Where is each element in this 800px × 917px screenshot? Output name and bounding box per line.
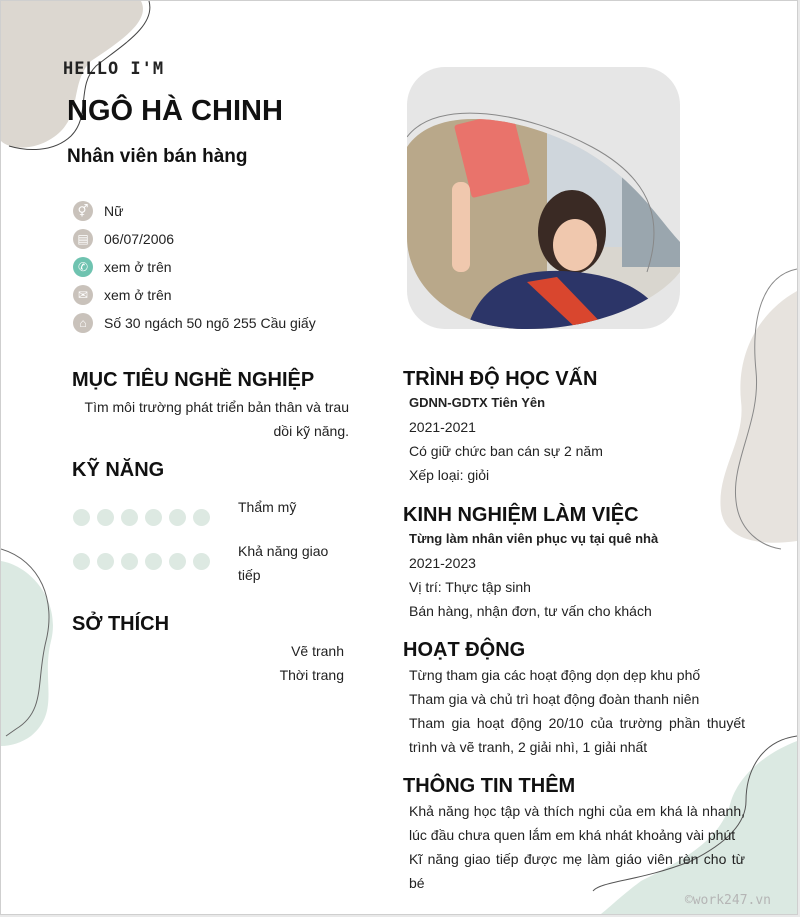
activity-item: Từng tham gia các hoạt động dọn dẹp khu phố (409, 667, 701, 683)
education-note: Có giữ chức ban cán sự 2 năm (409, 443, 603, 459)
contact-list (73, 197, 316, 337)
education-heading: TRÌNH ĐỘ HỌC VẤN (403, 368, 598, 390)
activity-item: Tham gia và chủ trì hoạt động đoàn thanh niên (409, 691, 700, 707)
candidate-name: NGÔ HÀ CHINH (67, 95, 283, 127)
education-years: 2021-2021 (409, 419, 476, 435)
contact-text: xem ở trên (104, 259, 172, 275)
skill-label: Khả năng giao (238, 543, 329, 559)
skill-rating-aesthetics (73, 509, 210, 526)
skill-rating-communication (73, 553, 210, 570)
gender-icon: ⚥ (73, 201, 93, 221)
skill-label: tiếp (238, 567, 261, 583)
skills-heading: KỸ NĂNG (72, 459, 165, 481)
email-icon: ✉ (73, 285, 93, 305)
contact-address (73, 309, 316, 337)
hobby-item: Thời trang (279, 667, 344, 683)
hobbies-heading: SỞ THÍCH (72, 613, 170, 635)
extra-info-text: Kĩ năng giao tiếp được mẹ làm giáo viên rèn cho từ bé (409, 851, 745, 891)
contact-text: Nữ (104, 203, 124, 219)
experience-years: 2021-2023 (409, 555, 476, 571)
experience-title: Từng làm nhân viên phục vụ tại quê nhà (409, 531, 659, 546)
birthday-cake-icon: ▤ (73, 229, 93, 249)
job-title: Nhân viên bán hàng (67, 146, 248, 167)
hobby-item: Vẽ tranh (291, 643, 344, 659)
contact-birthday (73, 225, 316, 253)
experience-heading: KINH NGHIỆM LÀM VIỆC (403, 504, 639, 526)
contact-text: 06/07/2006 (104, 231, 175, 247)
home-icon: ⌂ (73, 313, 93, 333)
contact-gender (73, 197, 316, 225)
contact-text: Số 30 ngách 50 ngõ 255 Cầu giấy (104, 315, 316, 331)
skill-label: Thẩm mỹ (238, 499, 297, 515)
school-name: GDNN-GDTX Tiên Yên (409, 395, 546, 410)
contact-text: xem ở trên (104, 287, 172, 303)
contact-email (73, 281, 316, 309)
extra-info-heading: THÔNG TIN THÊM (403, 775, 576, 797)
experience-position: Vị trí: Thực tập sinh (409, 579, 531, 595)
greeting: HELLO I'M (63, 59, 165, 79)
contact-phone (73, 253, 316, 281)
watermark: ©work247.vn (684, 893, 771, 908)
activities-heading: HOẠT ĐỘNG (403, 639, 526, 661)
objective-heading: MỤC TIÊU NGHỀ NGHIỆP (72, 369, 315, 391)
experience-duties: Bán hàng, nhận đơn, tư vấn cho khách (409, 603, 652, 619)
objective-text: Tìm môi trường phát triển bản thân và trau dồi kỹ năng. (84, 399, 349, 439)
phone-icon: ✆ (73, 257, 93, 277)
education-grade: Xếp loại: giỏi (409, 467, 490, 483)
extra-info-text: Khả năng học tập và thích nghi của em khá là nhanh, lúc đầu chưa quen lắm em khá nhát khoảng vài phút (409, 803, 745, 843)
activity-item: Tham gia hoạt động 20/10 của trường phần thuyết trình và vẽ tranh, 2 giải nhì, 1 giải nhất (409, 715, 745, 755)
profile-photo (407, 67, 680, 329)
